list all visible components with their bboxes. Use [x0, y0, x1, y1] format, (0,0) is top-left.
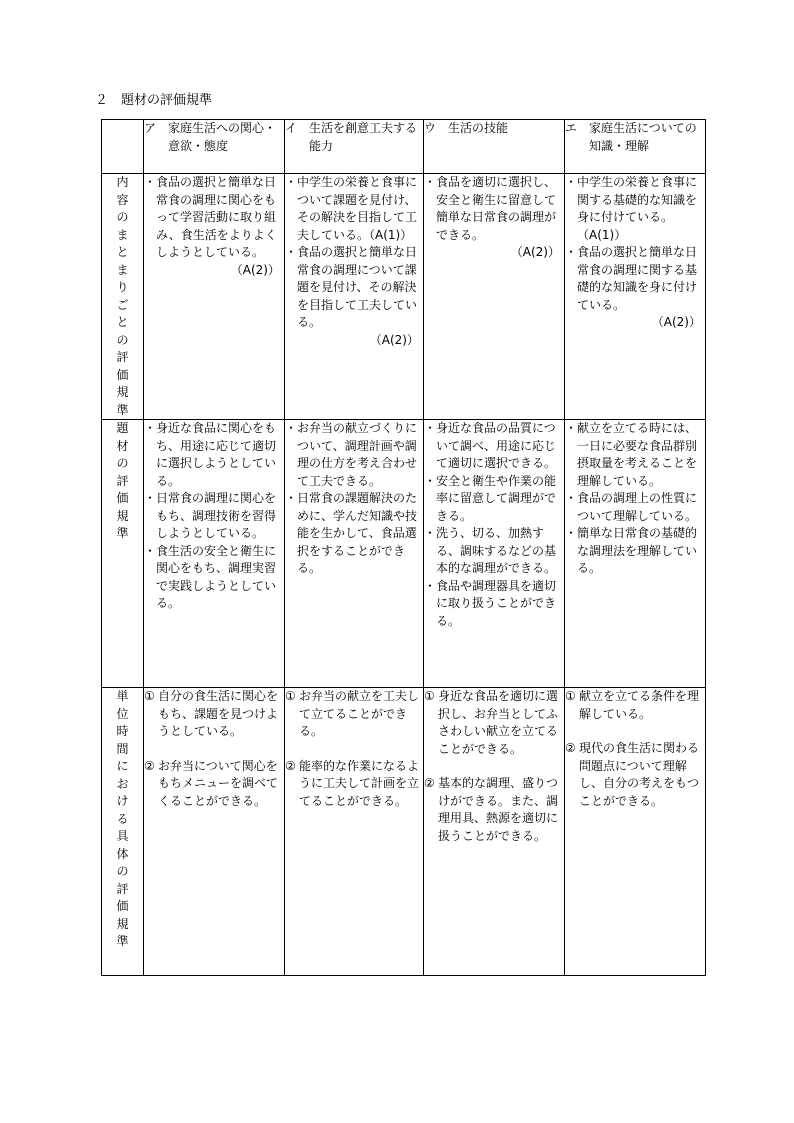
bullet-marker: ・	[424, 473, 437, 488]
criteria-text: 献立を立てる条件を理解している。	[579, 689, 700, 721]
evaluation-criteria-table	[101, 119, 706, 976]
criteria-item	[424, 473, 564, 526]
number-marker: ②	[144, 758, 155, 773]
bullet-marker: ・	[285, 175, 298, 189]
criteria-list	[144, 174, 284, 262]
criteria-item	[565, 740, 705, 810]
criteria-item	[424, 775, 564, 845]
corner-cell	[102, 120, 144, 174]
criteria-item	[144, 543, 284, 613]
criteria-text: 中学生の栄養と食事について課題を見付け、その解決を目指して工夫している。（A(1)）	[297, 175, 418, 242]
criteria-text: 簡単な日常食の基礎的な調理法を理解している。	[577, 526, 698, 575]
criteria-text: 洗う、切る、加熱する、調味するなどの基本的な調理ができる。	[436, 526, 557, 575]
criteria-text: 身近な食品に関心をもち、用途に応じて適切に選択しようとしている。	[156, 421, 277, 488]
number-marker: ①	[565, 689, 576, 703]
section-heading: ２ 題材の評価規準	[95, 93, 213, 108]
criteria-item	[565, 688, 705, 723]
bullet-marker: ・	[424, 526, 437, 540]
criteria-text: 日常食の課題解決のために、学んだ知識や技能を生かして、食品選択をすることができる。	[297, 491, 418, 575]
criteria-list	[144, 688, 284, 810]
criteria-text: 自分の食生活に関心をもち、課題を見つけようとしている。	[158, 689, 279, 738]
criteria-cell	[424, 688, 565, 976]
criteria-item	[424, 174, 564, 244]
criteria-text: お弁当の献立を工夫して立てることができる。	[299, 689, 420, 738]
criteria-list	[285, 688, 423, 810]
criteria-text: お弁当について関心をもちメニューを調べてくることができる。	[158, 758, 279, 808]
criteria-list	[565, 420, 705, 578]
criteria-item	[565, 244, 705, 314]
criteria-item	[285, 420, 423, 490]
criteria-text: 食品の選択と簡単な日常食の調理について課題を見付け、その解決を目指して工夫している。	[297, 245, 418, 329]
criteria-cell	[144, 174, 285, 420]
column-header-u: ウ 生活の技能	[424, 120, 565, 174]
number-marker: ①	[424, 689, 435, 703]
criteria-list	[424, 688, 564, 845]
bullet-marker: ・	[565, 526, 578, 540]
criteria-item	[565, 420, 705, 490]
criteria-list	[565, 174, 705, 314]
bullet-marker: ・	[565, 491, 578, 505]
bullet-marker: ・	[144, 543, 157, 558]
bullet-marker: ・	[565, 421, 578, 435]
criteria-cell	[565, 688, 706, 976]
criteria-item	[285, 758, 423, 811]
criteria-cell	[285, 420, 424, 688]
row-content-criteria	[102, 174, 706, 420]
criteria-item	[424, 420, 564, 473]
row-unit-criteria	[102, 420, 706, 688]
criteria-item	[285, 244, 423, 332]
criteria-item	[424, 525, 564, 578]
criteria-text: 食品の選択と簡単な日常食の調理に関する基礎的な知識を身に付けている。	[577, 245, 698, 312]
criteria-item	[144, 758, 284, 811]
criteria-item	[144, 490, 284, 543]
column-header-e: エ 家庭生活についての知識・理解	[565, 120, 706, 174]
criteria-item	[144, 688, 284, 741]
criteria-item	[144, 420, 284, 490]
bullet-marker: ・	[565, 175, 578, 189]
header-row	[102, 120, 706, 174]
row-label: 内容のまとまりごとの評価規準	[102, 174, 144, 420]
criteria-cell	[285, 174, 424, 420]
criteria-text: 日常食の調理に関心をもち、調理技術を習得しようとしている。	[156, 491, 277, 540]
content-reference: （A(2)）	[230, 262, 280, 277]
criteria-cell	[565, 174, 706, 420]
number-marker: ②	[424, 776, 435, 790]
bullet-marker: ・	[285, 421, 298, 435]
criteria-list	[285, 420, 423, 578]
criteria-cell	[285, 688, 424, 976]
content-reference: （A(2)）	[510, 245, 560, 259]
criteria-text: 能率的な作業になるように工夫して計画を立てることができる。	[299, 758, 420, 808]
criteria-text: 献立を立てる時には、一日に必要な食品群別摂取量を考えることを理解している。	[577, 421, 698, 488]
criteria-item	[424, 578, 564, 631]
row-lesson-criteria	[102, 688, 706, 976]
criteria-text: 現代の食生活に関わる問題点について理解し、自分の考えをもつことができる。	[579, 741, 700, 808]
criteria-list	[424, 174, 564, 244]
column-header-a: ア 家庭生活への関心・意欲・態度	[144, 120, 285, 174]
criteria-cell	[565, 420, 706, 688]
criteria-text: 食品や調理器具を適切に取り扱うことができる。	[436, 578, 557, 628]
criteria-item	[144, 174, 284, 262]
criteria-item	[285, 688, 423, 741]
content-reference: （A(2)）	[651, 315, 701, 329]
criteria-text: お弁当の献立づくりについて、調理計画や調理の仕方を考え合わせて工夫できる。	[297, 421, 418, 488]
bullet-marker: ・	[144, 421, 157, 435]
criteria-text: 安全と衛生や作業の能率に留意して調理ができる。	[436, 473, 557, 523]
criteria-cell	[144, 688, 285, 976]
criteria-cell	[424, 174, 565, 420]
criteria-text: 食生活の安全と衛生に関心をもち、調理実習で実践しようとしている。	[156, 543, 277, 610]
number-marker: ②	[565, 741, 576, 755]
bullet-marker: ・	[285, 491, 298, 505]
criteria-item	[285, 174, 423, 244]
content-reference: （A(2)）	[369, 332, 419, 347]
number-marker: ②	[285, 758, 296, 773]
criteria-cell	[144, 420, 285, 688]
criteria-cell	[424, 420, 565, 688]
bullet-marker: ・	[424, 175, 437, 189]
bullet-marker: ・	[144, 175, 157, 189]
criteria-text: 身近な食品を適切に選択し、お弁当としてふさわしい献立を立てることができる。	[438, 689, 559, 756]
criteria-item	[285, 490, 423, 578]
criteria-item	[565, 490, 705, 525]
bullet-marker: ・	[424, 421, 437, 435]
row-label: 題材の評価規準	[102, 420, 144, 688]
criteria-text: 食品の選択と簡単な日常食の調理に関心をもって学習活動に取り組み、食生活をよりよくしようとしている。	[156, 175, 277, 259]
bullet-marker: ・	[144, 491, 157, 505]
criteria-list	[424, 420, 564, 630]
bullet-marker: ・	[424, 578, 437, 593]
criteria-list	[565, 688, 705, 810]
column-header-i: イ 生活を創意工夫する能力	[285, 120, 424, 174]
number-marker: ①	[144, 689, 155, 703]
criteria-text: 身近な食品の品質について調べ、用途に応じて適切に選択できる。	[436, 421, 557, 470]
criteria-list	[285, 174, 423, 332]
criteria-list	[144, 420, 284, 613]
criteria-item	[565, 174, 705, 244]
row-label: 単位時間における具体の評価規準	[102, 688, 144, 976]
bullet-marker: ・	[285, 245, 298, 259]
criteria-item	[424, 688, 564, 758]
bullet-marker: ・	[565, 245, 578, 259]
criteria-text: 中学生の栄養と食事に関する基礎的な知識を身に付けている。（A(1)）	[577, 175, 698, 242]
criteria-text: 食品を適切に選択し、安全と衛生に留意して簡単な日常食の調理ができる。	[436, 175, 557, 242]
criteria-text: 基本的な調理、盛りつけができる。また、調理用具、熱源を適切に扱うことができる。	[438, 776, 559, 843]
criteria-item	[565, 525, 705, 578]
number-marker: ①	[285, 689, 296, 703]
criteria-text: 食品の調理上の性質について理解している。	[577, 491, 698, 523]
